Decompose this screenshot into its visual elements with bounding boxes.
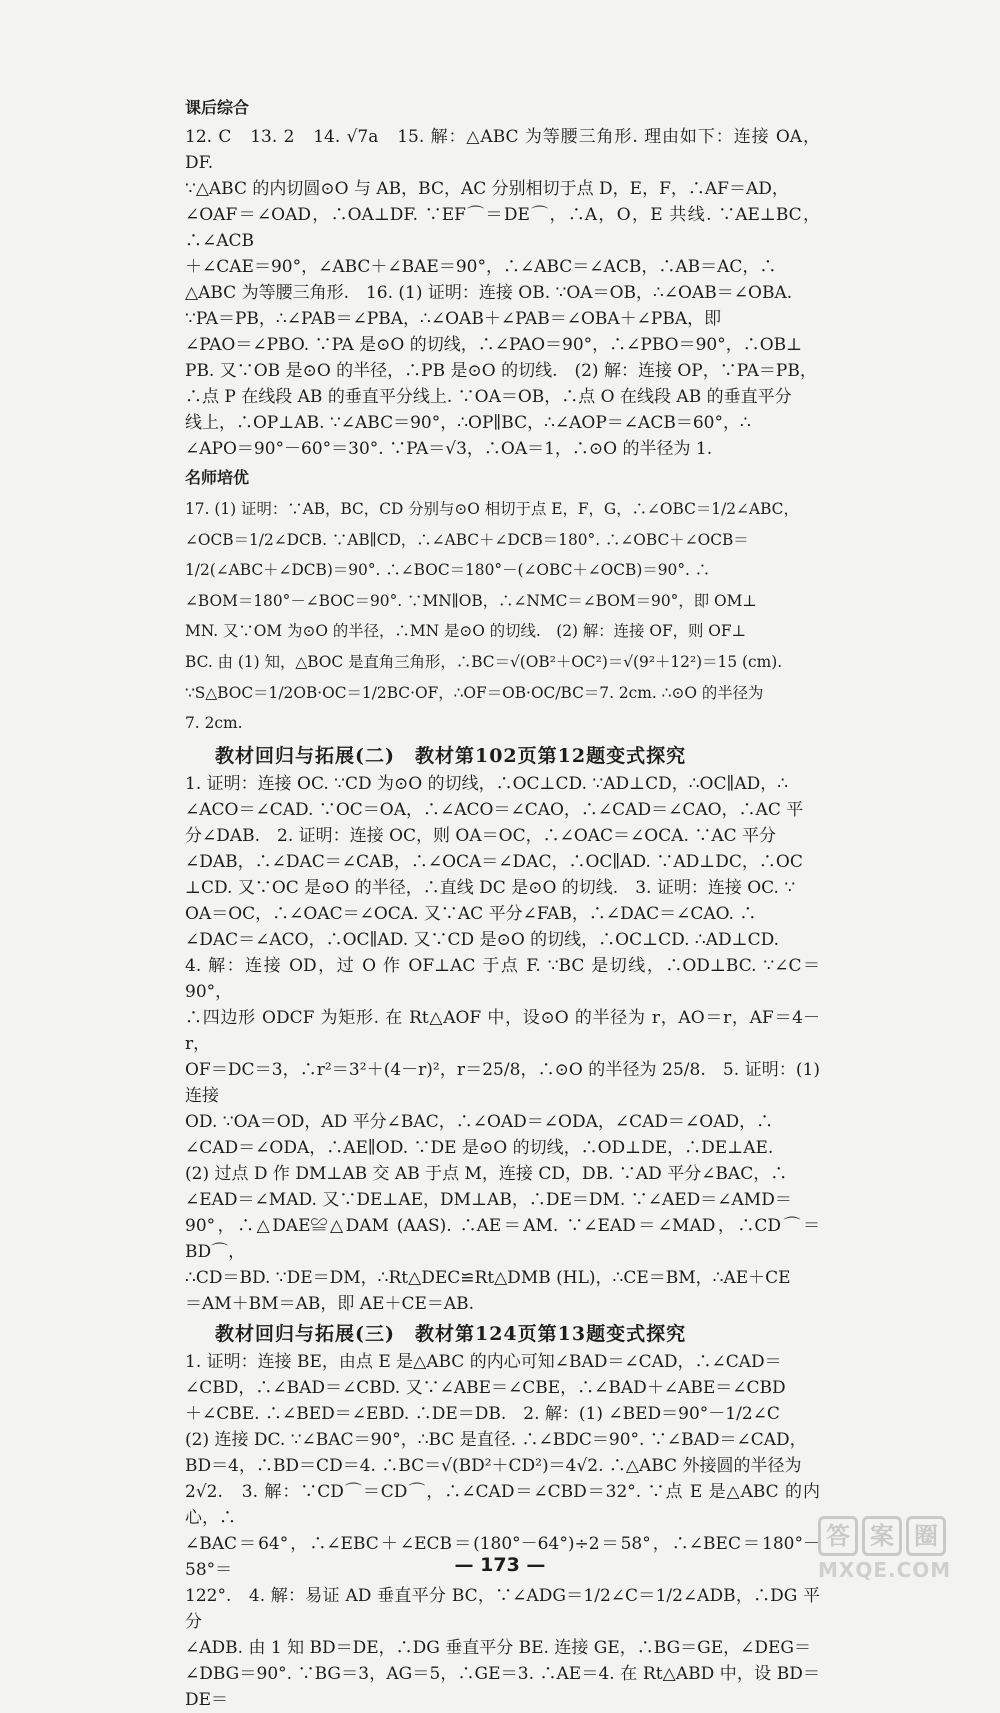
text-line: 17. (1) 证明：∵AB，BC，CD 分别与⊙O 相切于点 E，F，G，∴∠OBC＝1/2∠ABC，	[185, 500, 799, 518]
watermark-logo	[818, 1516, 978, 1582]
heading-tuozhan3: 教材回归与拓展(三) 教材第124页第13题变式探究	[215, 1322, 687, 1345]
text-line: ∠BOM＝180°－∠BOC＝90°. ∵MN∥OB，∴∠NMC＝∠BOM＝90°，即 OM⊥	[185, 591, 757, 610]
watermark-text: MXQE.COM	[818, 1558, 952, 1582]
text-line: OF＝DC＝3，∴r²＝3²＋(4－r)²，r＝25/8，∴⊙O 的半径为 25/8. 5. 证明：(1) 连接	[185, 1059, 826, 1106]
text-line: ∠CAD＝∠ODA，∴AE∥OD. ∵DE 是⊙O 的切线，∴OD⊥DE，∴DE⊥AE.	[185, 1137, 774, 1158]
text-line: ⊥CD. 又∵OC 是⊙O 的半径，∴直线 DC 是⊙O 的切线. 3. 证明：连接 OC. ∵	[185, 877, 796, 898]
heading-tuozhan2: 教材回归与拓展(二) 教材第102页第12题变式探究	[215, 744, 687, 767]
text-line: 122°. 4. 解：易证 AD 垂直平分 BC，∵∠ADG＝1/2∠C＝1/2∠ADB，∴DG 平分	[185, 1585, 820, 1632]
text-line: ＋∠CAE＝90°，∠ABC＋∠BAE＝90°，∴∠ABC＝∠ACB，∴AB＝AC，∴	[185, 257, 777, 277]
text-line: ∠DBG＝90°. ∵BG＝3，AG＝5，∴GE＝3. ∴AE＝4. 在 Rt△ABD 中，设 BD＝DE＝	[185, 1663, 820, 1710]
text-line: (2) 连接 DC. ∵∠BAC＝90°，∴BC 是直径. ∴∠BDC＝90°. ∵∠BAD＝∠CAD，	[185, 1429, 807, 1450]
text-line: 90°，∴△DAE≌△DAM (AAS). ∴AE＝AM. ∵∠EAD＝∠MAD，∴CD⌒＝BD⌒，	[185, 1215, 820, 1262]
page-number: — 173 —	[454, 1554, 546, 1576]
text-line: 线上，∴OP⊥AB. ∵∠ABC＝90°，∴OP∥BC，∴∠AOP＝∠ACB＝60°，∴	[185, 413, 751, 433]
text-line: ∠CBD，∴∠BAD＝∠CBD. 又∵∠ABE＝∠CBE，∴∠BAD＋∠ABE＝∠CBD	[185, 1377, 786, 1398]
text-line: ∠ACO＝∠CAD. ∵OC＝OA，∴∠ACO＝∠CAO，∴∠CAD＝∠CAO，∴AC 平	[185, 799, 804, 820]
tuozhan2-body	[185, 771, 826, 1317]
text-line: 2√2. 3. 解：∵CD⌒＝CD⌒，∴∠CAD＝∠CBD＝32°. ∵点 E 是△ABC 的内心，∴	[185, 1481, 820, 1528]
text-line: 分∠DAB. 2. 证明：连接 OC，则 OA＝OC，∴∠OAC＝∠OCA. ∵AC 平分	[185, 825, 777, 846]
text-line: ∵PA＝PB，∴∠PAB＝∠PBA，∴∠OAB＋∠PAB＝∠OBA＋∠PBA，即	[185, 309, 722, 329]
text-line: PB. 又∵OB 是⊙O 的半径，∴PB 是⊙O 的切线. (2) 解：连接 OP，∵PA＝PB，	[185, 361, 817, 381]
text-line: ∠ADB. 由 1 知 BD＝DE，∴DG 垂直平分 BE. 连接 GE，∴BG＝GE，∠DEG＝	[185, 1637, 812, 1658]
text-line: ∴CD＝BD. ∵DE＝DM，∴Rt△DEC≌Rt△DMB (HL)，∴CE＝BM，∴AE＋CE	[185, 1267, 791, 1288]
text-line: ＝AM＋BM＝AB，即 AE＋CE＝AB.	[185, 1293, 475, 1314]
watermark-glyph: 答	[818, 1516, 858, 1556]
text-line: 12. C 13. 2 14. √7a 15. 解：△ABC 为等腰三角形. 理由如下：连接 OA，DF.	[185, 127, 820, 173]
text-line: 4. 解：连接 OD，过 O 作 OF⊥AC 于点 F. ∵BC 是切线，∴OD⊥BC. ∵∠C＝90°，	[185, 955, 820, 1002]
text-line: BD＝4，∴BD＝CD＝4. ∴BC＝√(BD²＋CD²)＝4√2. ∴△ABC 外接圆的半径为	[185, 1455, 802, 1476]
text-line: 1. 证明：连接 OC. ∵CD 为⊙O 的切线，∴OC⊥CD. ∵AD⊥CD，∴OC∥AD，∴	[185, 773, 789, 794]
text-line: ∠OCB＝1/2∠DCB. ∵AB∥CD，∴∠ABC＋∠DCB＝180°. ∴∠OBC＋∠OCB＝	[185, 530, 749, 549]
text-line: BC. 由 (1) 知，△BOC 是直角三角形，∴BC＝√(OB²＋OC²)＝√(9²＋12²)＝15 (cm).	[185, 652, 783, 671]
text-line: ∠APO＝90°－60°＝30°. ∵PA＝√3，∴OA＝1，∴⊙O 的半径为 1.	[185, 439, 713, 459]
heading-mingshi: 名师培优	[185, 468, 250, 487]
text-line: OD. ∵OA＝OD，AD 平分∠BAC，∴∠OAD＝∠ODA，∠CAD＝∠OAD，∴	[185, 1111, 774, 1132]
text-line: ∠PAO＝∠PBO. ∵PA 是⊙O 的切线，∴∠PAO＝90°，∴∠PBO＝90°，∴OB⊥	[185, 335, 803, 355]
text-line: ∠DAB，∴∠DAC＝∠CAB，∴∠OCA＝∠DAC，∴OC∥AD. ∵AD⊥DC，∴OC	[185, 851, 803, 872]
mingshi-body	[185, 494, 820, 739]
heading-kehou: 课后综合	[185, 98, 250, 117]
watermark-glyph: 案	[862, 1516, 902, 1556]
text-line: ∴四边形 ODCF 为矩形. 在 Rt△AOF 中，设⊙O 的半径为 r，AO＝r，AF＝4－r，	[185, 1007, 820, 1054]
text-line: ∠DAC＝∠ACO，∴OC∥AD. 又∵CD 是⊙O 的切线，∴OC⊥CD. ∴AD⊥CD.	[185, 929, 780, 950]
text-line: ∵S△BOC＝1/2OB·OC＝1/2BC·OF，∴OF＝OB·OC/BC＝7. 2cm. ∴⊙O 的半径为	[185, 683, 764, 702]
text-line: ∠OAF＝∠OAD，∴OA⊥DF. ∵EF⌒＝DE⌒，∴A，O，E 共线. ∵AE⊥BC，∴∠ACB	[185, 205, 820, 251]
text-line: 1. 证明：连接 BE，由点 E 是△ABC 的内心可知∠BAD＝∠CAD，∴∠CAD＝	[185, 1351, 782, 1372]
text-line: ＋∠CBE. ∴∠BED＝∠EBD. ∴DE＝DB. 2. 解：(1) ∠BED＝90°－1/2∠C	[185, 1403, 780, 1424]
text-line: △ABC 为等腰三角形. 16. (1) 证明：连接 OB. ∵OA＝OB，∴∠OAB＝∠OBA.	[185, 283, 793, 303]
kehou-body	[185, 124, 820, 462]
text-line: ∵△ABC 的内切圆⊙O 与 AB，BC，AC 分别相切于点 D，E，F，∴AF＝AD，	[185, 179, 789, 199]
watermark-glyph: 圈	[906, 1516, 946, 1556]
text-line: 1/2(∠ABC＋∠DCB)＝90°. ∴∠BOC＝180°－(∠OBC＋∠OCB)＝90°. ∴	[185, 561, 711, 580]
text-line: ∴点 P 在线段 AB 的垂直平分线上. ∵OA＝OB，∴点 O 在线段 AB 的垂直平分	[185, 387, 792, 407]
text-line: 7. 2cm.	[185, 714, 243, 733]
text-line: ∠EAD＝∠MAD. 又∵DE⊥AE，DM⊥AB，∴DE＝DM. ∵∠AED＝∠AMD＝	[185, 1189, 792, 1210]
text-line: MN. 又∵OM 为⊙O 的半径，∴MN 是⊙O 的切线. (2) 解：连接 OF，则 OF⊥	[185, 622, 747, 641]
text-line: (2) 过点 D 作 DM⊥AB 交 AB 于点 M，连接 CD，DB. ∵AD 平分∠BAC，∴	[185, 1163, 788, 1184]
answer-content	[185, 96, 826, 1713]
text-line: OA＝OC，∴∠OAC＝∠OCA. 又∵AC 平分∠FAB，∴∠DAC＝∠CAO. ∴	[185, 903, 757, 924]
text-line: ∠BAC＝64°，∴∠EBC＋∠ECB＝(180°－64°)÷2＝58°，∴∠BEC＝180°－58°＝	[185, 1533, 820, 1580]
tuozhan3-body	[185, 1349, 820, 1713]
